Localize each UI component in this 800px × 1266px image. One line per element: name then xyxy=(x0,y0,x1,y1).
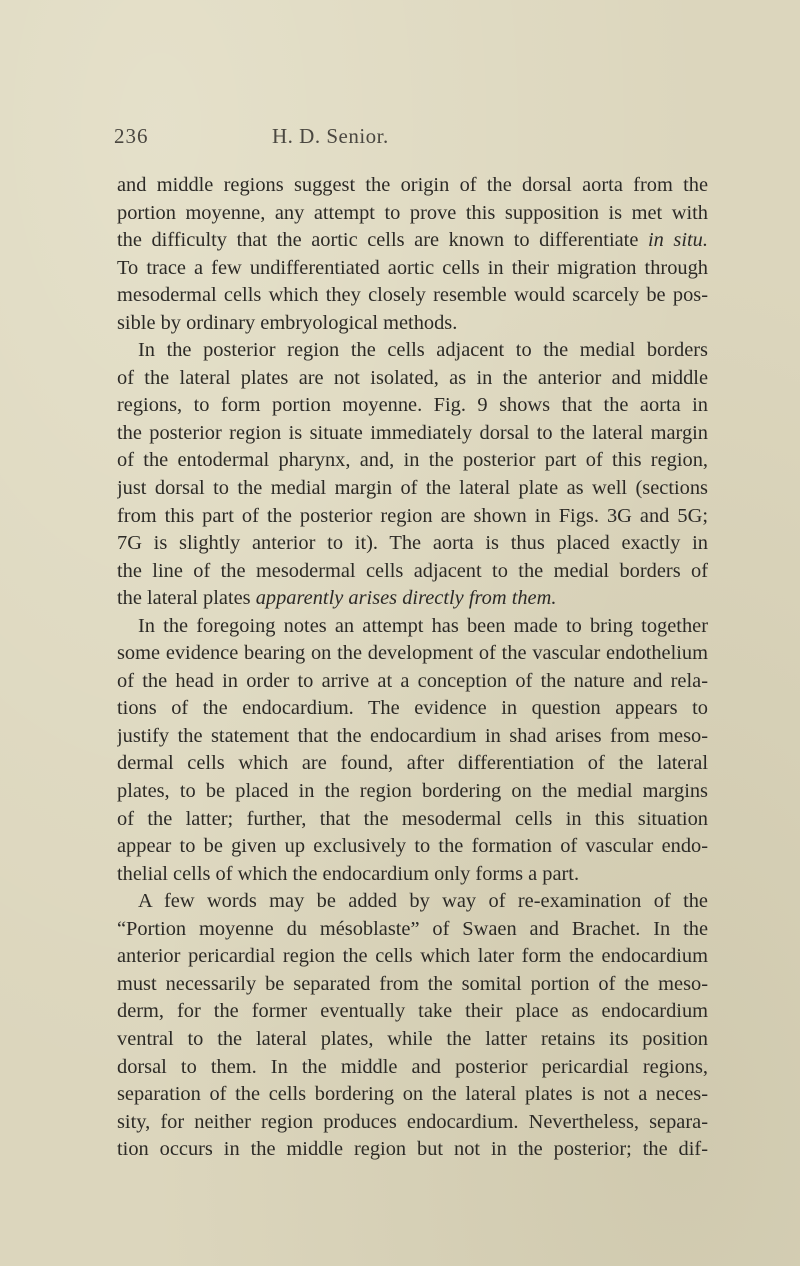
text-line: regions, to form portion moyenne. Fig. 9 shows that the aorta in xyxy=(117,394,708,417)
text-line: the line of the mesodermal cells adjacent to the medial borders of xyxy=(117,559,708,582)
text-line: thelial cells of which the endocardium only forms a part. xyxy=(117,862,580,885)
text-line: A few words may be added by way of re-examination of the xyxy=(138,890,708,913)
text-line xyxy=(117,227,708,255)
text-line: dorsal to them. In the middle and posterior pericardial regions, xyxy=(117,1055,708,1078)
page-number: 236 xyxy=(114,124,149,148)
paragraph xyxy=(117,888,708,1163)
text-line: sible by ordinary embryological methods. xyxy=(117,311,458,334)
text-line: derm, for the former eventually take their place as endocardium xyxy=(117,1000,708,1023)
text-line: In the foregoing notes an attempt has been made to bring together xyxy=(138,614,708,637)
text-line: portion moyenne, any attempt to prove this supposition is met with xyxy=(117,201,708,224)
text-line: In the posterior region the cells adjacent to the medial borders xyxy=(138,339,708,362)
text-line: 7G is slightly anterior to it). The aorta is thus placed exactly in xyxy=(117,532,708,555)
text-line: mesodermal cells which they closely resemble would scarcely be pos- xyxy=(117,284,708,307)
text-line: separation of the cells bordering on the lateral plates is not a neces- xyxy=(117,1083,708,1106)
text-line: To trace a few undifferentiated aortic cells in their migration through xyxy=(117,256,708,279)
text-line: justify the statement that the endocardium in shad arises from meso- xyxy=(117,724,708,747)
text-line: tion occurs in the middle region but not in the posterior; the dif- xyxy=(117,1138,708,1161)
text-line: and middle regions suggest the origin of the dorsal aorta from the xyxy=(117,174,708,196)
text-line: dermal cells which are found, after differentiation of the lateral xyxy=(117,752,708,775)
text-run: the lateral plates xyxy=(117,587,251,610)
paragraph xyxy=(117,613,708,888)
text-line: of the entodermal pharynx, and, in the posterior part of this region, xyxy=(117,449,708,472)
paragraph xyxy=(117,172,708,337)
text-line xyxy=(117,585,708,613)
text-line: just dorsal to the medial margin of the lateral plate as well (sections xyxy=(117,477,708,500)
text-line: sity, for neither region produces endocardium. Nevertheless, separa- xyxy=(117,1110,708,1133)
text-line: appear to be given up exclusively to the formation of vascular endo- xyxy=(117,835,708,858)
paragraph xyxy=(117,337,708,612)
text-line: anterior pericardial region the cells which later form the endocardium xyxy=(117,945,708,968)
text-line: “Portion moyenne du mésoblaste” of Swaen and Brachet. In the xyxy=(117,917,708,940)
text-line: the posterior region is situate immediately dorsal to the lateral margin xyxy=(117,421,708,444)
text-line: some evidence bearing on the development of the vascular endothelium xyxy=(117,642,708,665)
text-line: tions of the endocardium. The evidence in question appears to xyxy=(117,697,708,720)
text-line: of the head in order to arrive at a conception of the nature and rela- xyxy=(117,669,708,692)
text-run: the difficulty that the aortic cells are known to differentiate xyxy=(117,229,639,252)
text-line: of the lateral plates are not isolated, as in the anterior and middle xyxy=(117,366,708,389)
body-text xyxy=(117,172,708,1164)
running-head: H. D. Senior. xyxy=(272,124,389,148)
text-line: plates, to be placed in the region bordering on the medial margins xyxy=(117,780,708,803)
page-header xyxy=(114,124,704,154)
text-line: ventral to the lateral plates, while the latter retains its position xyxy=(117,1027,708,1050)
text-line: from this part of the posterior region are shown in Figs. 3G and 5G; xyxy=(117,504,708,527)
text-line: must necessarily be separated from the somital portion of the meso- xyxy=(117,972,708,995)
italic-phrase: apparently arises directly from them. xyxy=(255,587,557,610)
text-line: of the latter; further, that the mesodermal cells in this situation xyxy=(117,807,708,830)
italic-phrase: in situ. xyxy=(647,229,708,252)
